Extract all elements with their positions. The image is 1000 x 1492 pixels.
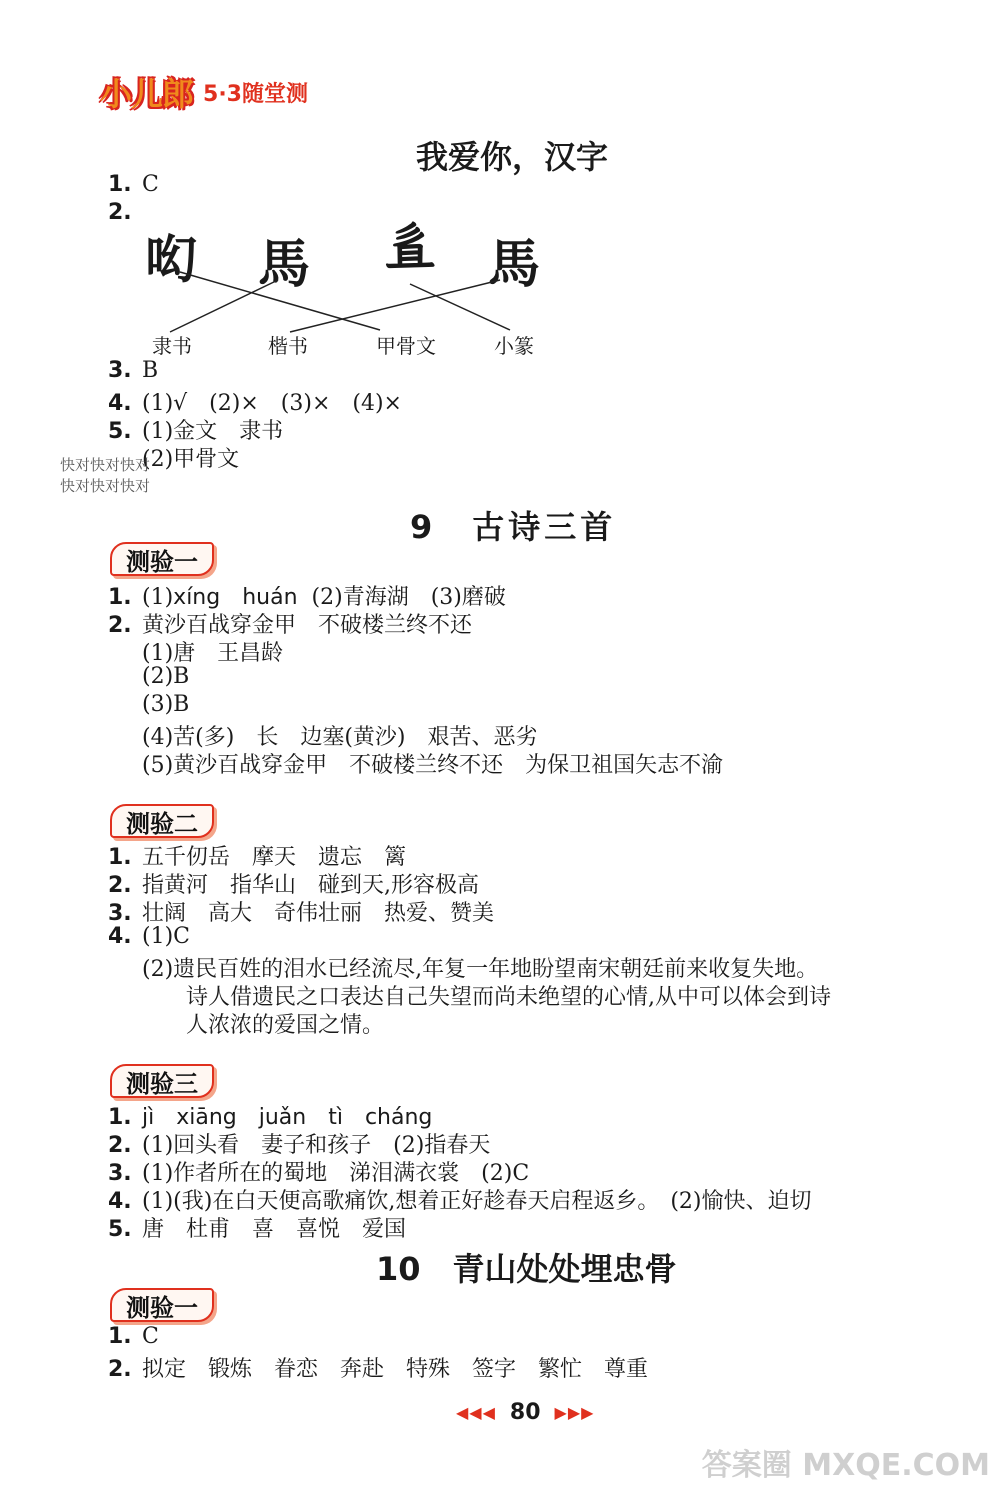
glyph-regular: 馬	[258, 234, 311, 295]
test-badge-2: 测验二	[110, 804, 214, 838]
section-title-hanzi: 我爱你，汉字	[416, 138, 609, 176]
side-note: 快对快对快对 快对快对快对	[60, 456, 151, 495]
answer-row: 5. 唐 杜甫 喜 喜悦 爱国	[108, 1217, 407, 1242]
section-title-lesson10: 10 青山处处埋忠骨	[376, 1250, 677, 1288]
label-clerical: 隶书	[152, 334, 192, 358]
answer-subline: (2)遗民百姓的泪水已经流尽,年复一年地盼望南宋朝廷前来收复失地。	[142, 957, 819, 982]
answer-row: 1. (1) xíng huán (2)青海湖 (3)磨破	[108, 585, 506, 610]
answer-subline: 人浓浓的爱国之情。	[186, 1013, 385, 1038]
answer-row: 2. 黄沙百战穿金甲 不破楼兰终不还	[108, 613, 473, 638]
matching-lines	[0, 0, 1000, 360]
answer-row: 4. (1)C	[108, 924, 190, 949]
answer-subline: (2)B	[142, 664, 190, 689]
label-regular: 楷书	[268, 334, 308, 358]
answer-row: 3. (1)作者所在的蜀地 涕泪满衣裳 (2)C	[108, 1161, 530, 1186]
glyph-oracle: 𠯻	[145, 230, 198, 291]
answer-row: 1. 五千仞岳 摩天 遗忘 篱	[108, 845, 407, 870]
page-number: 80	[509, 1400, 541, 1425]
answer-row: 1. jì xiāng juǎn tì cháng	[108, 1105, 433, 1130]
answer-subline: (5)黄沙百战穿金甲 不破楼兰终不还 为保卫祖国矢志不渝	[142, 753, 724, 778]
answer-row: 2. (1)回头看 妻子和孩子 (2)指春天	[108, 1133, 491, 1158]
label-seal: 小篆	[494, 334, 534, 358]
answer-subline: (3)B	[142, 692, 190, 717]
answer-row: 4. (1)(我)在白天便高歌痛饮,想着正好趁春天启程返乡。 (2)愉快、迫切	[108, 1189, 812, 1214]
test-badge-1: 测验一	[110, 542, 214, 576]
logo-series-text: 5·3随堂测	[203, 81, 308, 107]
test-badge-3: 测验三	[110, 1064, 214, 1098]
answer-subline: (1)唐 王昌龄	[142, 641, 284, 666]
right-arrows-icon: ▶▶▶	[554, 1403, 595, 1422]
answer-row: 3. B	[108, 358, 159, 383]
answer-row: 5. (1)金文 隶书	[108, 419, 284, 444]
answer-row: 3. 壮阔 高大 奇伟壮丽 热爱、赞美	[108, 901, 495, 926]
watermark: 答案圈 MXQE.COM	[701, 1448, 990, 1483]
glyph-seal: 𢒉	[384, 216, 437, 277]
logo-brand-text: 小儿郎	[100, 75, 194, 113]
label-oracle: 甲骨文	[376, 334, 436, 358]
answer-row: 4. (1)√ (2)× (3)× (4)×	[108, 391, 402, 416]
section-title-poems: 9 古诗三首	[410, 508, 617, 546]
answer-subline: 诗人借遗民之口表达自己失望而尚未绝望的心情,从中可以体会到诗	[186, 985, 831, 1010]
answer-row: 2.	[108, 200, 132, 225]
answer-subline: (4)苦(多) 长 边塞(黄沙) 艰苦、恶劣	[142, 725, 538, 750]
answer-row: 1. C	[108, 172, 159, 197]
test-badge-4: 测验一	[110, 1288, 214, 1322]
answer-subline: (2)甲骨文	[142, 447, 240, 472]
page-footer	[456, 1400, 594, 1425]
answer-row: 2. 拟定 锻炼 眷恋 奔赴 特殊 签字 繁忙 尊重	[108, 1357, 649, 1382]
answer-row: 2. 指黄河 指华山 碰到天,形容极高	[108, 873, 479, 898]
answer-row: 1. C	[108, 1324, 159, 1349]
glyph-clerical: 馬	[488, 234, 541, 295]
left-arrows-icon: ◀◀◀	[456, 1403, 496, 1422]
